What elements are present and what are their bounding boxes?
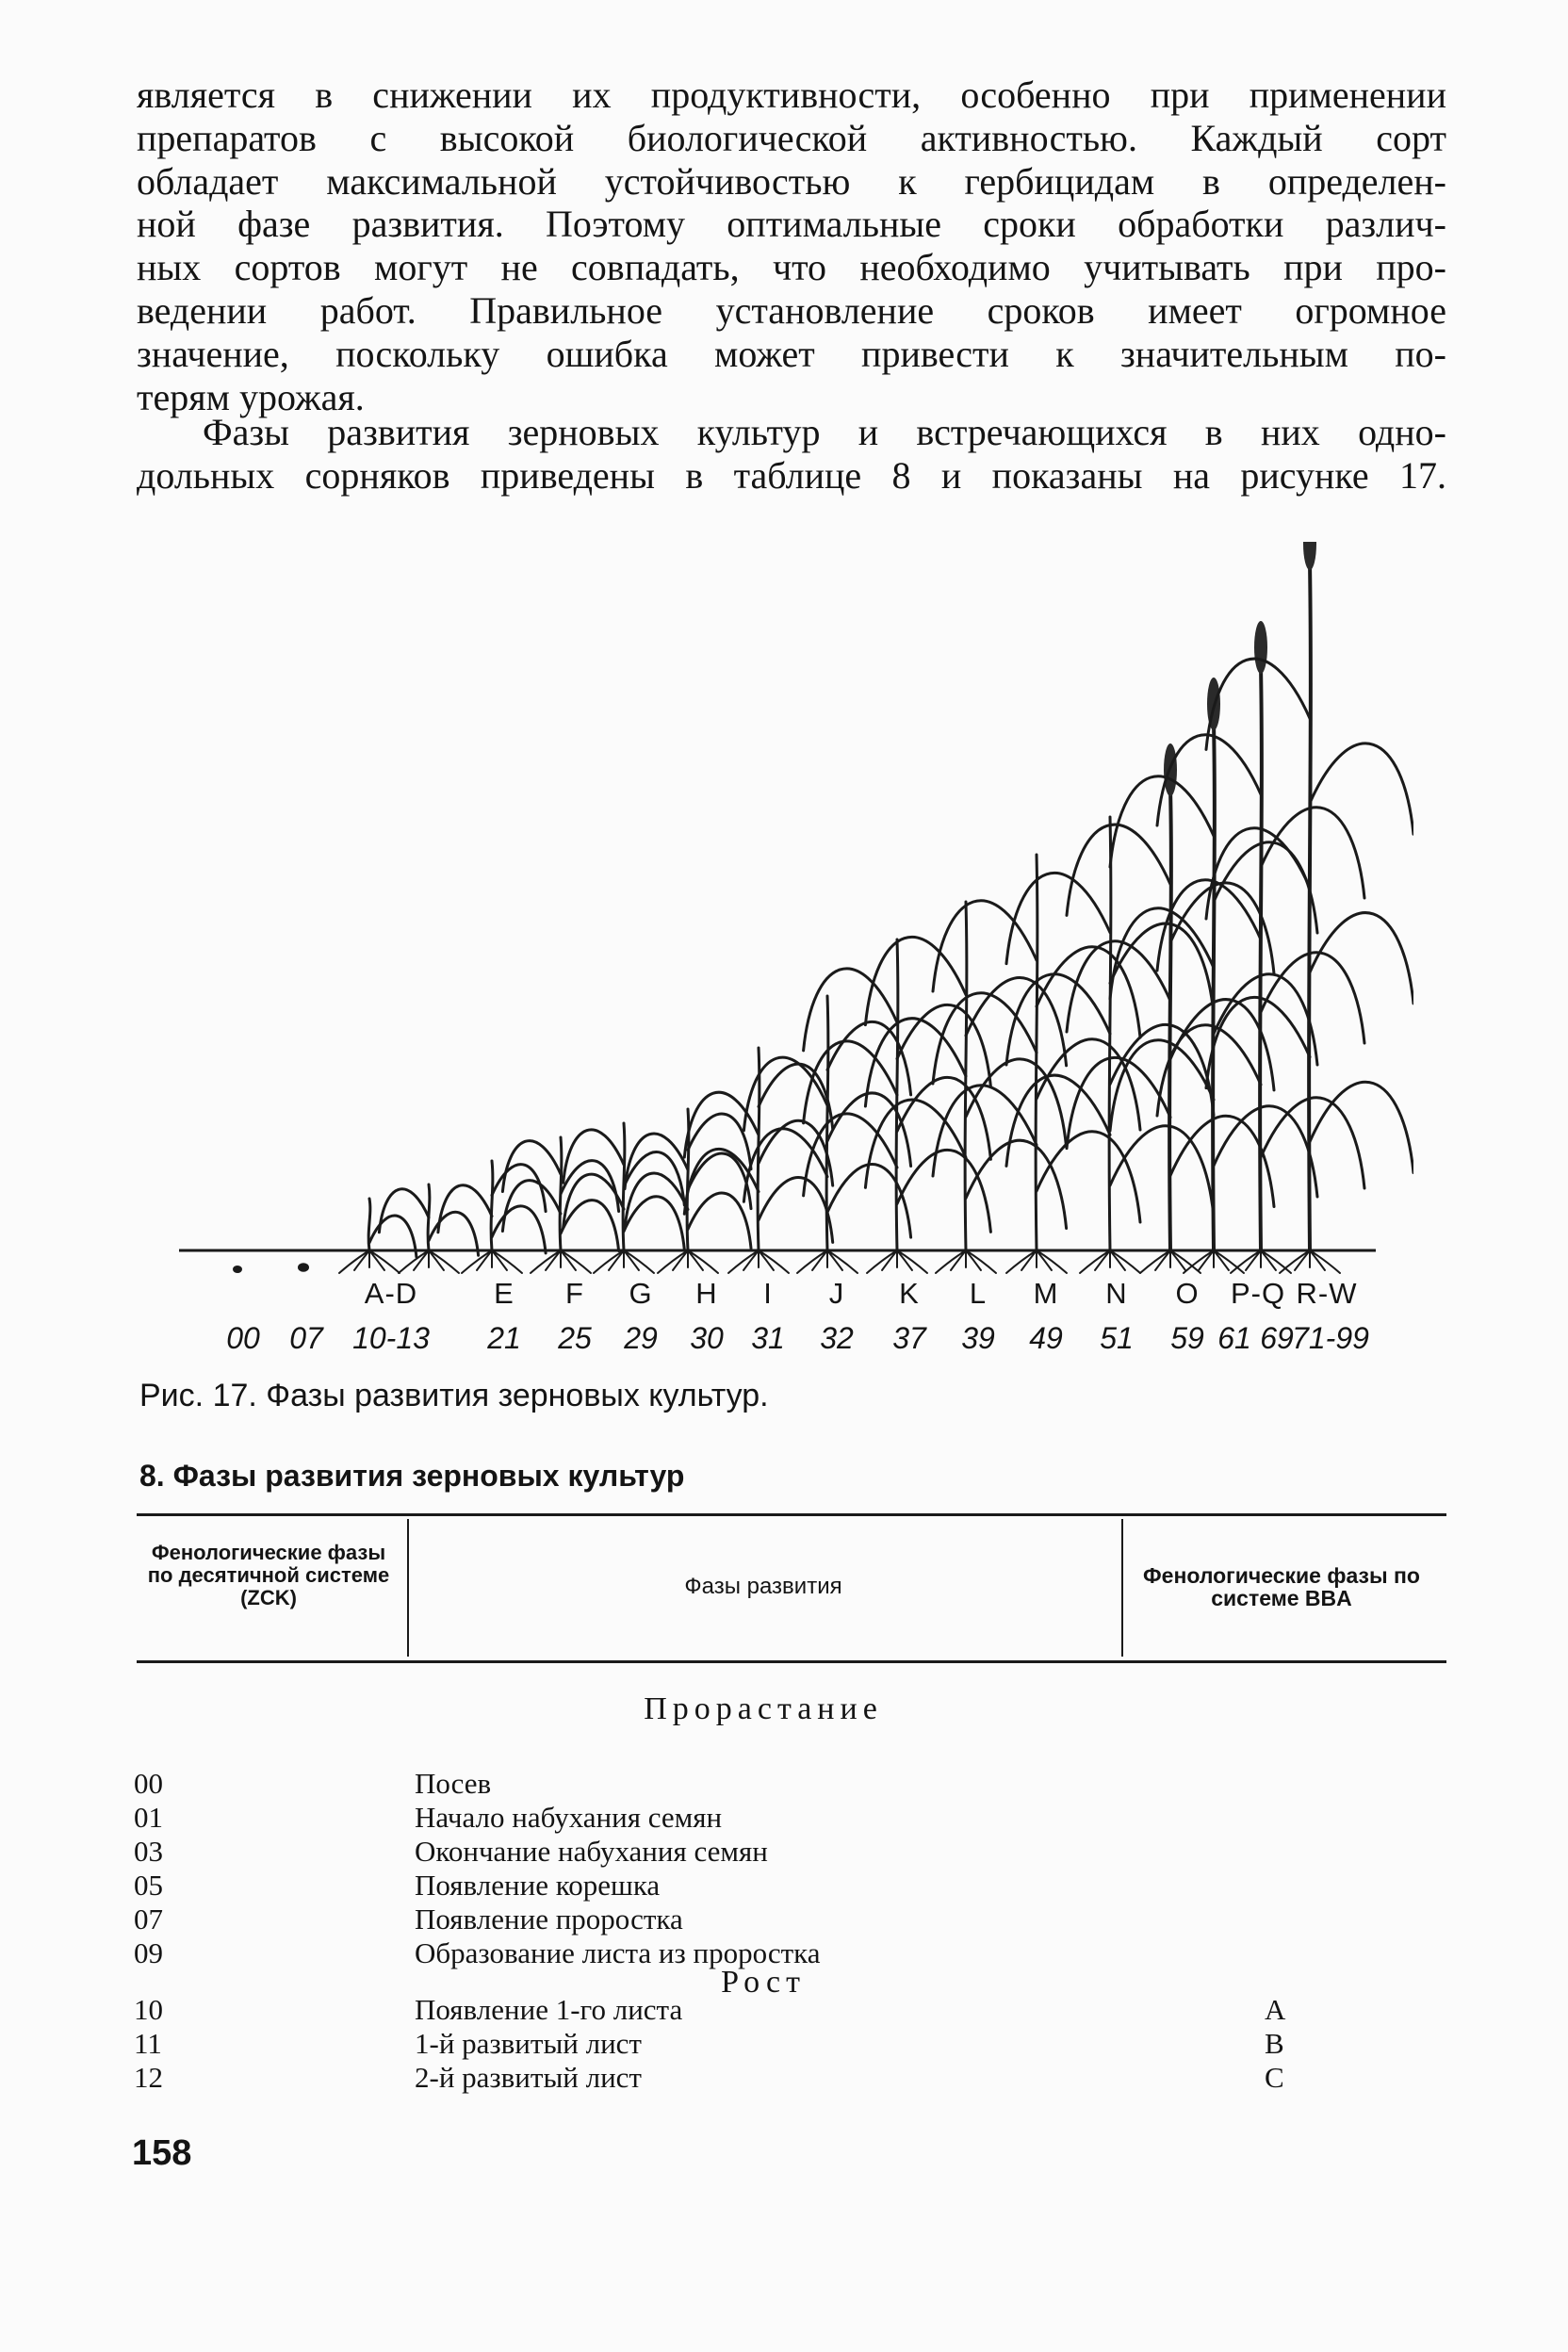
stage-letter: H xyxy=(695,1277,718,1310)
plant-stroke xyxy=(1310,743,1413,834)
plant-stroke xyxy=(688,1250,703,1270)
plant-stroke xyxy=(1309,563,1311,1250)
section-title: Рост xyxy=(721,1965,806,2000)
plant-stroke xyxy=(1067,825,1170,915)
table-title: 8. Фазы развития зерновых культур xyxy=(139,1459,685,1493)
plant-stroke xyxy=(1310,1250,1325,1270)
seed-mark xyxy=(233,1266,242,1273)
cell-desc: 2-й развитый лист xyxy=(415,2061,642,2094)
seed-mark xyxy=(298,1263,309,1272)
stage-code: 00 xyxy=(226,1321,260,1355)
plant-stroke xyxy=(492,1165,546,1212)
plant-stroke xyxy=(759,1178,833,1243)
stage-code: 37 xyxy=(892,1321,926,1355)
stage-code: 71-99 xyxy=(1292,1321,1369,1355)
cell-desc: 1-й развитый лист xyxy=(415,2027,642,2060)
plant-stroke xyxy=(624,1250,639,1270)
plant-stroke xyxy=(438,1185,492,1233)
cell-desc: Образование листа из проростка xyxy=(415,1936,821,1969)
plant-stroke xyxy=(1037,947,1140,1037)
text-line: значение, поскольку ошибка может привести к значительным по- xyxy=(137,332,1446,375)
plant-stroke xyxy=(1155,1250,1170,1270)
stage-letter: R-W xyxy=(1296,1277,1358,1310)
cell-code: 10 xyxy=(134,1993,163,2026)
plant-stroke xyxy=(1213,723,1215,1250)
text-line: ной фазе развития. Поэтому оптимальные сроки обработки различ- xyxy=(137,203,1446,246)
plant-stroke xyxy=(502,1181,561,1232)
stage-letter: J xyxy=(828,1277,845,1310)
stage-code: 31 xyxy=(751,1321,785,1355)
table-row xyxy=(0,1993,1568,2027)
plant-stroke xyxy=(429,1250,444,1270)
stage-code: 32 xyxy=(820,1321,854,1355)
table-row xyxy=(0,1835,1568,1869)
cell-code: 05 xyxy=(134,1869,163,1902)
stage-code: 69 xyxy=(1260,1321,1294,1355)
plant-stroke xyxy=(1170,1250,1185,1270)
header-phases: Фазы развития xyxy=(684,1574,842,1599)
plant-stroke xyxy=(804,1114,897,1196)
table-top-rule xyxy=(137,1513,1446,1516)
plant-stroke xyxy=(897,1250,912,1270)
stage-code: 07 xyxy=(289,1321,323,1355)
ear-of-grain xyxy=(1303,542,1316,570)
table-row xyxy=(0,2027,1568,2061)
plant-stroke xyxy=(1214,974,1317,1065)
plant-stroke xyxy=(688,1193,751,1249)
cell-desc: Появление корешка xyxy=(415,1869,661,1902)
plant-stroke xyxy=(1021,1250,1037,1270)
plant-stroke xyxy=(1206,659,1310,749)
cell-code: 09 xyxy=(134,1936,163,1969)
plant-stroke xyxy=(379,1189,429,1233)
table-row xyxy=(0,1869,1568,1903)
stage-code: 25 xyxy=(558,1321,592,1355)
plant-stroke xyxy=(1261,1098,1364,1188)
plant-stroke xyxy=(743,1129,827,1202)
stage-letter: F xyxy=(565,1277,584,1310)
plant-stroke xyxy=(966,978,1067,1066)
table-header-rule xyxy=(137,1660,1446,1663)
plant-stroke xyxy=(1169,789,1171,1250)
plant-stroke xyxy=(673,1250,688,1270)
table-row xyxy=(0,1801,1568,1835)
cell-code: 03 xyxy=(134,1835,163,1868)
plant-stroke xyxy=(492,1206,546,1253)
plant-stroke xyxy=(1214,1106,1317,1197)
plant-stroke xyxy=(1110,1250,1125,1270)
plant-stroke xyxy=(865,1100,966,1187)
stage-letter: P-Q xyxy=(1230,1277,1286,1310)
stage-code: 30 xyxy=(690,1321,724,1355)
table-row xyxy=(0,2061,1568,2095)
plant-stroke xyxy=(1214,1250,1229,1270)
growth-stages-figure xyxy=(160,542,1413,1390)
plant-stroke xyxy=(1246,1250,1261,1270)
paragraph-2 xyxy=(137,411,1446,498)
plant-stroke xyxy=(951,1250,966,1270)
cell-code: 01 xyxy=(134,1801,163,1834)
stage-letter: M xyxy=(1033,1277,1059,1310)
header-bba: Фенологические фазы по системе BBA xyxy=(1143,1563,1420,1610)
cell-code: 11 xyxy=(134,2027,162,2060)
plant-stroke xyxy=(624,1197,684,1250)
text-line: Фазы развития зерновых культур и встречающихся в них одно- xyxy=(203,411,1446,453)
stage-letter: K xyxy=(899,1277,920,1310)
plant-stroke xyxy=(804,1041,897,1123)
cell-bba: B xyxy=(1265,2027,1284,2060)
plant-stroke xyxy=(1295,1250,1310,1270)
plant-stroke xyxy=(865,1019,966,1106)
plant-stroke xyxy=(882,1250,897,1270)
stage-code: 21 xyxy=(487,1321,521,1355)
plant-illustration xyxy=(160,542,1413,1286)
plant-stroke xyxy=(1037,1132,1140,1222)
stage-code: 29 xyxy=(624,1321,658,1355)
text-line: обладает максимальной устойчивостью к гербицидам в определен- xyxy=(137,159,1446,203)
plant-stroke xyxy=(369,1250,384,1270)
header-zck: Фенологические фазы по десятичной системе (ZCK) xyxy=(147,1541,390,1609)
stage-code: 10-13 xyxy=(352,1321,430,1355)
cell-desc: Появление 1-го листа xyxy=(415,1993,683,2026)
stage-letter: L xyxy=(969,1277,988,1310)
cell-bba: A xyxy=(1265,1993,1286,2026)
stage-letter: G xyxy=(629,1277,653,1310)
stage-code: 39 xyxy=(961,1321,995,1355)
paragraph-1 xyxy=(137,74,1446,418)
text-line: является в снижении их продуктивности, особенно при применении xyxy=(137,74,1446,116)
cell-code: 00 xyxy=(134,1767,163,1800)
cell-desc: Окончание набухания семян xyxy=(415,1835,768,1868)
text-line: терям урожая. xyxy=(137,375,365,418)
plant-stroke xyxy=(827,1250,842,1270)
stage-code: 51 xyxy=(1100,1321,1134,1355)
plant-stroke xyxy=(1170,883,1274,973)
stage-code: 61 xyxy=(1217,1321,1251,1355)
section-title: Прорастание xyxy=(644,1691,883,1726)
plant-stroke xyxy=(1310,1082,1413,1172)
plant-stroke xyxy=(1110,1126,1214,1217)
stage-letter: O xyxy=(1175,1277,1200,1310)
stage-letter: I xyxy=(763,1277,773,1310)
plant-stroke xyxy=(625,1134,688,1189)
page-number: 158 xyxy=(132,2133,192,2173)
plant-stroke xyxy=(492,1250,507,1270)
figure-caption: Рис. 17. Фазы развития зерновых культур. xyxy=(139,1378,769,1413)
cell-code: 07 xyxy=(134,1903,163,1936)
cell-desc: Начало набухания семян xyxy=(415,1801,723,1834)
plant-stroke xyxy=(865,937,966,1024)
plant-stroke xyxy=(1260,666,1262,1250)
plant-stroke xyxy=(759,1250,774,1270)
plant-stroke xyxy=(1037,1250,1052,1270)
plant-stroke xyxy=(1199,1250,1214,1270)
plant-stroke xyxy=(1261,1250,1276,1270)
plant-stroke xyxy=(561,1250,576,1270)
plant-stroke xyxy=(812,1250,827,1270)
plant-stroke xyxy=(743,1250,759,1270)
cell-bba: C xyxy=(1265,2061,1284,2094)
cell-desc: Посев xyxy=(415,1767,492,1800)
plant-stroke xyxy=(609,1250,624,1270)
plant-stroke xyxy=(429,1212,479,1255)
text-line: ных сортов могут не совпадать, что необходимо учитывать при про- xyxy=(137,246,1446,289)
table-row xyxy=(0,1903,1568,1936)
plant-stroke xyxy=(1095,1250,1110,1270)
stage-letter: N xyxy=(1105,1277,1128,1310)
cell-code: 12 xyxy=(134,2061,163,2094)
text-line: дольных сорняков приведены в таблице 8 и показаны на рисунке 17. xyxy=(137,453,1446,497)
plant-stroke xyxy=(354,1250,369,1270)
plant-stroke xyxy=(546,1250,561,1270)
plant-stroke xyxy=(966,1250,981,1270)
cell-desc: Появление проростка xyxy=(415,1903,683,1936)
text-line: препаратов с высокой биологической активностью. Каждый сорт xyxy=(137,116,1446,159)
plant-stroke xyxy=(1206,828,1310,919)
text-line: ведении работ. Правильное установление сроков имеет огромное xyxy=(137,288,1446,332)
table-row xyxy=(0,1767,1568,1801)
ear-of-grain xyxy=(1254,621,1267,674)
stage-letter: E xyxy=(494,1277,514,1310)
plant-stroke xyxy=(561,1200,619,1251)
plant-stroke xyxy=(1261,808,1364,898)
stage-code: 49 xyxy=(1029,1321,1063,1355)
plant-stroke xyxy=(1206,997,1310,1087)
stage-code: 59 xyxy=(1170,1321,1204,1355)
stage-letter: A-D xyxy=(364,1277,418,1310)
plant-stroke xyxy=(1310,913,1413,1004)
